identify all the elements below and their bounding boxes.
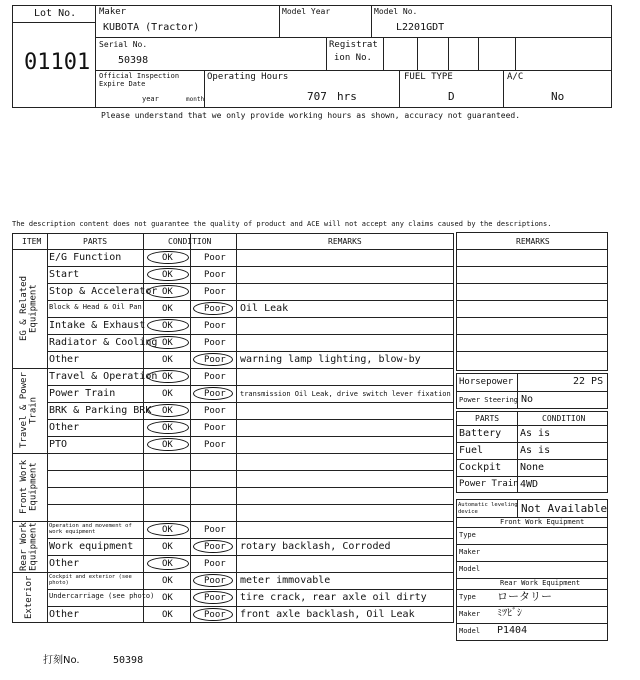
front-maker-label: Maker [459,548,481,556]
battery-value: As is [520,428,551,439]
model-no-value: L2201GDT [396,22,445,33]
poor-option: Poor [204,423,226,433]
ok-option: OK [162,389,173,399]
poor-option: Poor [204,593,226,603]
remark-text: front axle backlash, Oil Leak [240,609,415,620]
poor-option: Poor [204,559,226,569]
cockpit-label: Cockpit [459,462,502,473]
month-label: month [186,96,205,103]
part-name: Other [49,422,80,433]
ok-option: OK [162,610,173,620]
poor-circle-mark [193,574,233,587]
remark-text: tire crack, rear axle oil dirty [240,592,427,603]
ok-option: OK [162,423,173,433]
hours-notice: Please understand that we only provide working hours as shown, accuracy not guaranteed. [101,111,521,120]
part-name: Undercarriage (see photo) [49,592,155,600]
rear-type-label: Type [459,593,476,601]
serial-value: 50398 [118,55,149,66]
ok-option: OK [162,576,173,586]
part-name: BRK & Parking BRK [49,405,152,416]
part-name: Power Train [49,388,116,399]
right-condition-label: CONDITION [542,414,586,423]
rear-model-label: Model [459,627,481,635]
steering-value: No [521,394,534,405]
steering-label: Power Steering [459,396,519,404]
poor-option: Poor [204,355,226,365]
poor-option: Poor [204,372,226,382]
ok-option: OK [162,542,173,552]
ok-circle-mark [147,251,189,264]
remark-text: transmission Oil Leak, drive switch lever fixation [240,390,451,398]
ok-option: OK [162,525,173,535]
maker-value: KUBOTA (Tractor) [103,22,200,33]
front-type-label: Type [459,531,476,539]
fuel-part-value: As is [520,445,551,456]
ok-circle-mark [147,285,189,298]
ok-circle-mark [147,523,189,536]
remark-text: Oil Leak [240,303,289,314]
rear-equipment-title: Rear Work Equipment [500,579,581,587]
ok-option: OK [162,440,173,450]
rear-type-value: ロータリー [497,590,552,603]
group-label: Travel & Power Train [19,372,39,449]
remark-text: rotary backlash, Corroded [240,541,391,552]
group-label: EG & Related Equipment [19,275,39,342]
model-year-label: Model Year [282,7,331,16]
ok-option: OK [162,287,173,297]
fuel-value: D [448,90,455,103]
ok-option: OK [162,355,173,365]
ok-circle-mark [147,336,189,349]
fuel-part-label: Fuel [459,445,484,456]
model-no-label: Model No. [374,7,418,16]
ok-option: OK [162,321,173,331]
part-name: Cockpit and exterior (see photo) [49,574,132,587]
poor-option: Poor [204,270,226,280]
registration-label: Registrat [329,40,378,50]
stamp-label: 打刻No. [43,655,80,666]
hours-unit: hrs [337,90,357,103]
poor-circle-mark [193,387,233,400]
registration-label-2: ion No. [334,53,372,63]
part-name: Operation and movement of work equipment [49,523,132,536]
ok-option: OK [162,406,173,416]
hours-value: 707 [307,90,327,103]
leveling-label: Automatic leveling [458,502,518,508]
power-train-label: Power Train [459,479,519,489]
part-name: Start [49,269,80,280]
year-label: year [142,95,159,103]
part-name: Travel & Operation [49,371,158,382]
ok-circle-mark [147,404,189,417]
col-condition-header: CONDITION [168,237,212,246]
poor-option: Poor [204,389,226,399]
part-name: Other [49,609,80,620]
ok-option: OK [162,338,173,348]
stamp-value: 50398 [113,655,144,666]
poor-option: Poor [204,253,226,263]
leveling-value: Not Available [521,502,608,515]
poor-option: Poor [204,287,226,297]
front-equipment-title: Front Work Equipment [500,518,585,526]
part-name: E/G Function [49,252,122,263]
poor-circle-mark [193,353,233,366]
poor-option: Poor [204,304,226,314]
inspection-label-2: Expire Date [99,80,146,88]
poor-option: Poor [204,576,226,586]
poor-option: Poor [204,440,226,450]
serial-label: Serial No. [99,40,148,49]
rear-model-value: P1404 [497,625,528,636]
leveling-label-2: device [458,509,478,515]
cockpit-value: None [520,462,545,473]
poor-option: Poor [204,610,226,620]
ok-option: OK [162,304,173,314]
ok-circle-mark [147,438,189,451]
poor-circle-mark [193,608,233,621]
part-name: Work equipment [49,541,134,552]
maker-label: Maker [99,7,127,17]
ac-value: No [551,90,565,103]
group-label: Exterior [23,575,34,620]
part-name: Intake & Exhaust [49,320,146,331]
disclaimer: The description content does not guarantee the quality of product and ACE will not accept any claims caused by the descriptions. [12,220,552,228]
group-label: Front Work Equipment [19,459,39,515]
battery-label: Battery [459,428,502,439]
rear-maker-value: ﾐﾂﾋﾞｼ [497,608,522,619]
right-parts-label: PARTS [475,414,500,423]
ok-circle-mark [147,421,189,434]
ok-circle-mark [147,319,189,332]
part-name: Other [49,558,80,569]
poor-circle-mark [193,302,233,315]
right-remarks-title: REMARKS [516,237,550,246]
poor-option: Poor [204,406,226,416]
ok-option: OK [162,372,173,382]
power-train-value: 4WD [520,479,539,490]
poor-circle-mark [193,540,233,553]
group-label: Rear Work Equipment [19,522,39,571]
part-name: Other [49,354,80,365]
remark-text: warning lamp lighting, blow-by [240,354,421,365]
col-remarks-header: REMARKS [328,237,362,246]
inspection-label: Official Inspection [99,72,180,80]
ok-circle-mark [147,370,189,383]
lot-number: 01101 [24,50,91,75]
ac-label: A/C [507,72,524,82]
hours-label: Operating Hours [207,72,289,82]
poor-option: Poor [204,542,226,552]
col-parts-header: PARTS [83,237,108,246]
ok-circle-mark [147,268,189,281]
col-item-header: ITEM [22,237,42,246]
ok-option: OK [162,593,173,603]
ok-option: OK [162,270,173,280]
rear-maker-label: Maker [459,610,481,618]
poor-option: Poor [204,321,226,331]
poor-circle-mark [193,591,233,604]
fuel-label: FUEL TYPE [404,72,453,82]
horsepower-value: 22 PS [573,376,604,387]
part-name: Radiator & Cooling [49,337,158,348]
ok-option: OK [162,559,173,569]
front-model-label: Model [459,565,481,573]
poor-option: Poor [204,525,226,535]
part-name: PTO [49,439,68,450]
ok-circle-mark [147,557,189,570]
horsepower-label: Horsepower [459,377,514,387]
lot-label: Lot No. [34,8,77,19]
remark-text: meter immovable [240,575,331,586]
part-name: Stop & Accelerator [49,286,158,297]
poor-option: Poor [204,338,226,348]
part-name: Block & Head & Oil Pan [49,303,142,311]
ok-option: OK [162,253,173,263]
